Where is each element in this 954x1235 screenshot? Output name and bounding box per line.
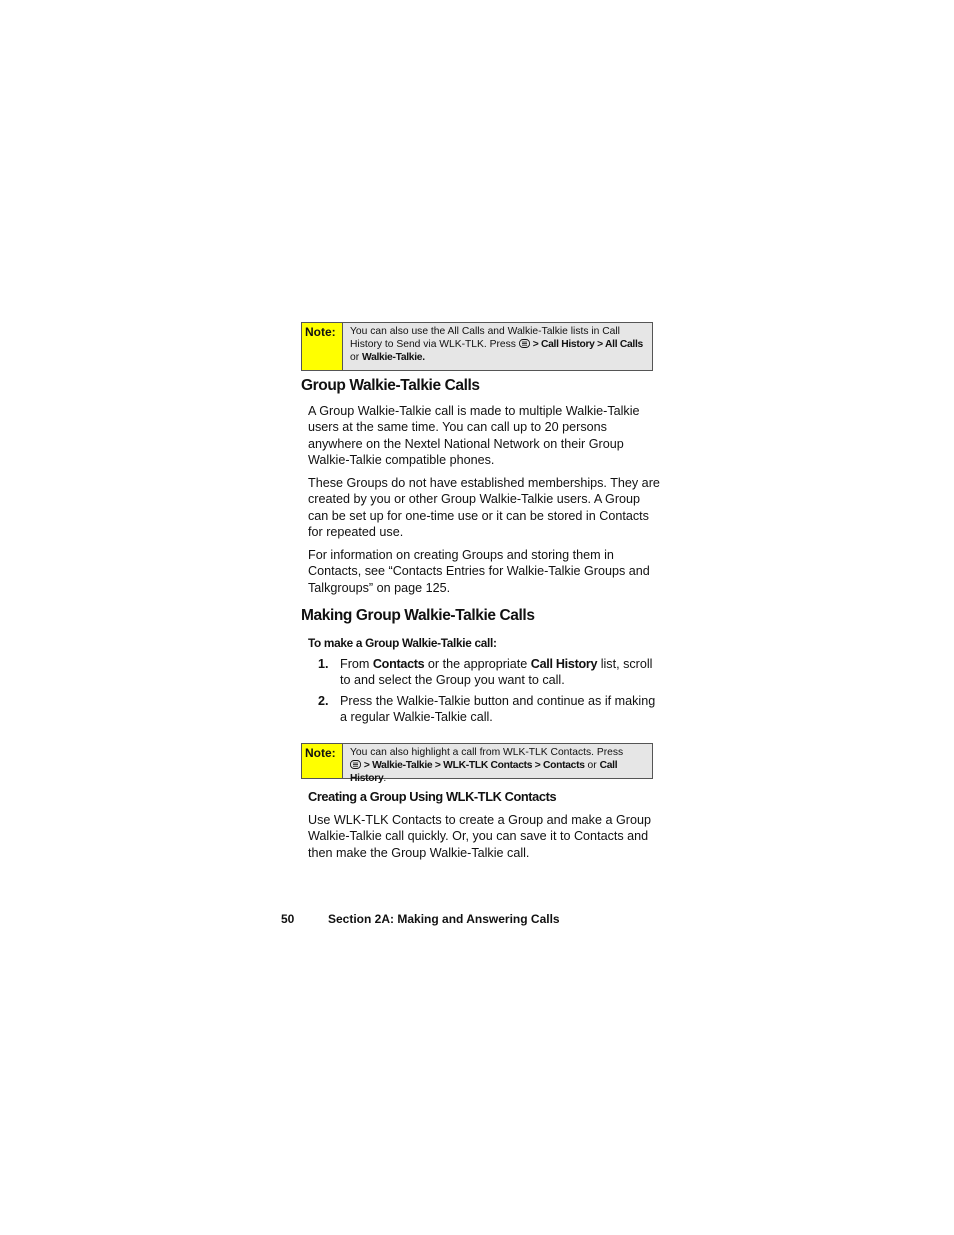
note-box (301, 322, 653, 371)
step-item (318, 693, 658, 726)
step-number: 2. (318, 694, 329, 708)
section-title: Section 2A: Making and Answering Calls (328, 912, 560, 926)
note-label: Note: (302, 323, 343, 370)
note-label: Note: (302, 744, 343, 778)
page-number: 50 (281, 912, 295, 926)
paragraph: Use WLK-TLK Contacts to create a Group and make a Group Walkie-Talkie call quickly. Or, you can save it to Contacts and then make the Group Walkie-Talkie call. (308, 813, 651, 860)
step-text: From Contacts or the appropriate Call History list, scroll to and select the Group you want to call. (340, 657, 653, 688)
procedure-heading: To make a Group Walkie-Talkie call: (308, 636, 497, 650)
step-text: Press the Walkie-Talkie button and continue as if making a regular Walkie-Talkie call. (340, 694, 656, 725)
menu-key-icon (519, 339, 530, 348)
paragraph: For information on creating Groups and storing them in Contacts, see “Contacts Entries for Walkie-Talkie Groups and Talkgroups” on page 125. (308, 548, 650, 595)
section-heading: Group Walkie-Talkie Calls (301, 377, 480, 394)
step-item (318, 656, 658, 689)
step-number: 1. (318, 657, 329, 671)
note-box (301, 743, 653, 784)
subsection-heading: Creating a Group Using WLK-TLK Contacts (308, 789, 557, 804)
note-text: You can also highlight a call from WLK-TLK Contacts. Press > Walkie-Talkie > WLK-TLK Contacts > Contacts or Call History. (350, 747, 624, 784)
menu-key-icon (350, 760, 361, 769)
paragraph: These Groups do not have established memberships. They are created by you or other Group Walkie-Talkie users. A Group can be set up for one-time use or it can be stored in Contacts for repeated use. (308, 476, 660, 540)
note-text: You can also use the All Calls and Walkie-Talkie lists in Call History to Send via WLK-TLK. Press > Call History > All Calls or Walkie-Talkie. (350, 326, 643, 363)
paragraph: A Group Walkie-Talkie call is made to multiple Walkie-Talkie users at the same time. You can call up to 20 persons anywhere on the Nextel National Network on their Group Walkie-Talkie compatible phones. (308, 404, 640, 468)
section-heading: Making Group Walkie-Talkie Calls (301, 607, 535, 624)
